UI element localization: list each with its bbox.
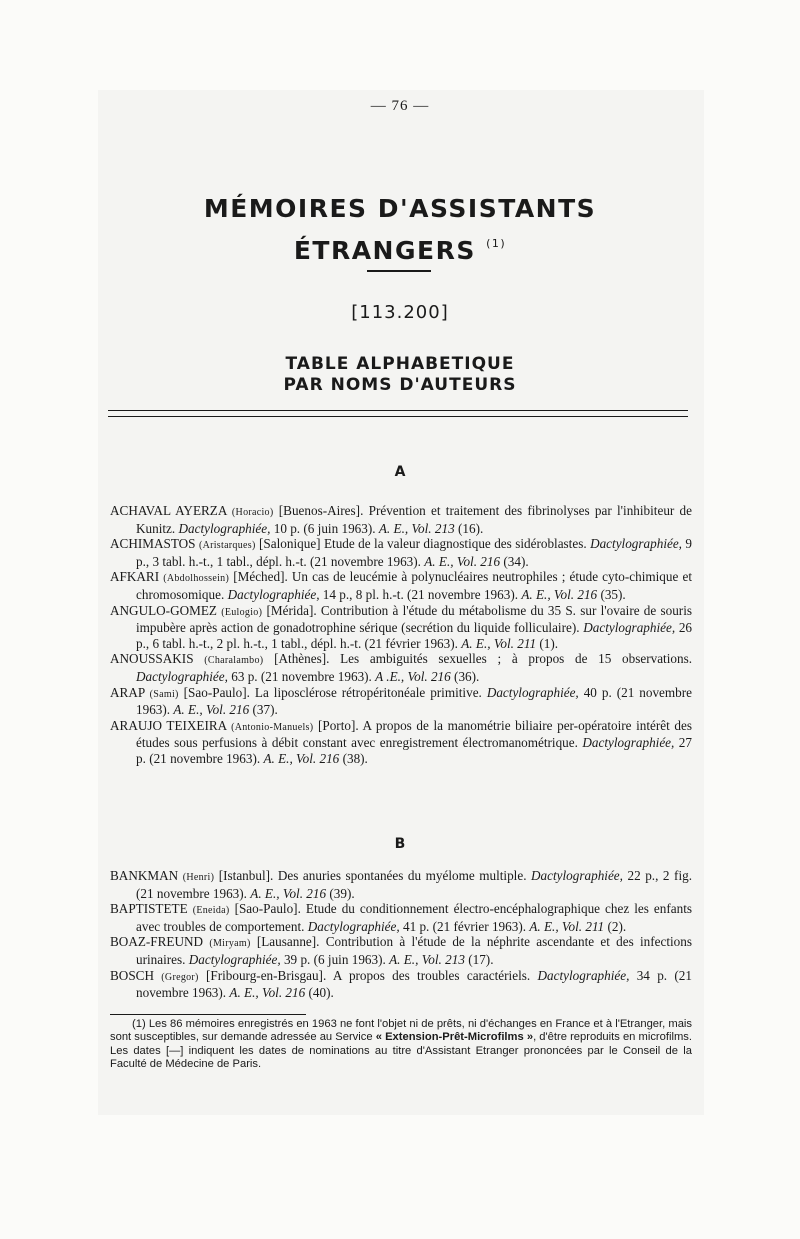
section-subtitle <box>0 354 800 396</box>
classification-code: [113.200] <box>351 302 449 323</box>
footnote-mark: (1) <box>486 237 507 250</box>
entry-format: Dactylographiée, <box>178 520 271 536</box>
entry-format: Dactylographiée, <box>136 668 228 684</box>
entry-number: (37). <box>249 702 278 718</box>
author-name: ARAP <box>110 684 145 700</box>
section-letter-a: A <box>394 464 406 480</box>
entry-details: 26 p., 6 tabl. h.-t., 2 pl. h.-t., 1 tabl., dépl. h.-t. (21 février 1963). <box>136 620 692 651</box>
entry-number: (17). <box>464 951 494 967</box>
list-item <box>110 569 692 602</box>
entry-volume: A. E., Vol. 211 <box>529 918 605 934</box>
entry-number: (35). <box>597 586 626 602</box>
entry-text: [Buenos-Aires]. Prévention et traitement des fibrinolyses par l'inhibiteur de Kunitz. <box>136 503 693 536</box>
entry-number: (2). <box>604 918 627 934</box>
entry-details: 41 p. (21 février 1963). <box>399 918 530 934</box>
list-item <box>110 503 692 536</box>
list-item <box>110 603 692 652</box>
entry-format: Dactylographiée, <box>583 620 676 636</box>
entry-details: 34 p. (21 novembre 1963). <box>136 967 692 1001</box>
entry-volume: A. E., Vol. 216 <box>263 750 340 766</box>
entry-number: (40). <box>305 985 334 1001</box>
entry-volume: A. E., Vol. 213 <box>378 520 455 536</box>
subtitle-line-1: TABLE ALPHABETIQUE <box>285 354 515 374</box>
entry-details: 40 p. (21 novembre 1963). <box>136 684 692 718</box>
author-name: BOSCH <box>110 967 154 983</box>
entry-format: Dactylographiée, <box>227 586 320 602</box>
entry-text: [Méched]. Un cas de leucémie à polynucléaires neutrophiles ; étude cyto-chimique et chromosomique. <box>136 569 692 602</box>
list-item <box>110 536 692 569</box>
section-letter-b: B <box>394 836 406 852</box>
entry-number: (36). <box>450 668 480 684</box>
title-divider <box>367 270 431 272</box>
author-name: BANKMAN <box>110 868 179 883</box>
entry-details: 9 p., 3 tabl. h.-t., 1 tabl., dépl. h.-t. (21 novembre 1963). <box>136 536 693 569</box>
entry-text: [Mérida]. Contribution à l'étude du métabolisme du 35 S. sur l'ovaire de souris impubère après action de gonadotrophine sérique (secrétion du liquide folliculaire). <box>136 602 692 636</box>
double-divider <box>108 410 688 417</box>
entry-number: (34). <box>500 553 529 569</box>
list-item <box>110 685 692 718</box>
footnote-service-name: « Extension-Prêt-Microfilms » <box>375 1031 534 1044</box>
footnote <box>110 1018 692 1072</box>
entry-details: 39 p. (6 juin 1963). <box>280 951 390 967</box>
entry-format: Dactylographiée, <box>531 868 623 883</box>
entry-details: 14 p., 8 pl. h.-t. (21 novembre 1963). <box>319 586 522 602</box>
list-item <box>110 968 692 1001</box>
author-first-name: (Gregor) <box>161 971 199 983</box>
entry-number: (39). <box>326 885 355 901</box>
page-title <box>0 191 800 268</box>
author-first-name: (Antonio-Manuels) <box>231 721 314 733</box>
author-name: BAPTISTETE <box>110 901 188 917</box>
entry-volume: A. E., Vol. 216 <box>424 553 501 569</box>
entry-volume: A. E., Vol. 216 <box>521 586 598 602</box>
entry-details: 27 p. (21 novembre 1963). <box>136 735 692 766</box>
entry-format: Dactylographiée, <box>486 684 579 700</box>
author-first-name: (Eneida) <box>192 905 230 917</box>
author-first-name: (Eulogio) <box>221 606 263 618</box>
author-first-name: (Henri) <box>182 872 215 883</box>
list-item <box>110 651 692 684</box>
entry-number: (16). <box>454 520 484 536</box>
author-name: ANGULO-GOMEZ <box>110 602 217 618</box>
entry-text: [Athènes]. Les ambiguités sexuelles ; à propos de 15 observations. <box>263 651 693 667</box>
subtitle-line-2: PAR NOMS D'AUTEURS <box>283 375 517 395</box>
title-line-2 <box>0 226 800 268</box>
entry-format: Dactylographiée, <box>537 967 630 983</box>
list-item <box>110 868 692 901</box>
title-line-2-text: ÉTRANGERS <box>293 236 476 265</box>
entry-format: Dactylographiée, <box>307 918 400 934</box>
entry-list-b <box>110 868 692 1001</box>
entry-volume: A. E., Vol. 211 <box>461 635 537 651</box>
entry-volume: A .E., Vol. 216 <box>375 668 451 684</box>
entry-details: 63 p. (21 novembre 1963). <box>227 668 376 684</box>
entry-text: [Sao-Paulo]. La liposclérose rétropéritonéale primitive. <box>178 684 487 700</box>
footnote-divider <box>110 1014 306 1015</box>
list-item <box>110 718 692 767</box>
author-first-name: (Aristarques) <box>198 540 256 552</box>
author-first-name: (Miryam) <box>209 938 251 950</box>
entry-volume: A. E., Vol. 216 <box>229 985 306 1001</box>
entry-format: Dactylographiée, <box>590 536 682 552</box>
title-line-1: MÉMOIRES D'ASSISTANTS <box>203 194 597 223</box>
entry-list-a <box>110 503 692 767</box>
author-first-name: (Sami) <box>149 688 179 700</box>
author-name: AFKARI <box>110 569 160 585</box>
entry-format: Dactylographiée, <box>188 951 281 967</box>
entry-format: Dactylographiée, <box>582 735 675 751</box>
author-first-name: (Abdolhossein) <box>163 573 230 585</box>
list-item <box>110 901 692 934</box>
page-number: — 76 — <box>370 98 430 114</box>
author-first-name: (Horacio) <box>231 507 274 518</box>
entry-text: [Salonique] Etude de la valeur diagnostique des sidéroblastes. <box>255 536 591 552</box>
entry-number: (38). <box>339 750 368 766</box>
footnote-text-1: (1) Les 86 mémoires enregistrés en 1963 ne font l'objet ni de prêts, ni d'échanges en France et à l'Etranger, mais sont susceptibles, sur demande adressée au Service <box>110 1018 692 1044</box>
author-first-name: (Charalambo) <box>204 655 264 667</box>
entry-text: [Lausanne]. Contribution à l'étude de la néphrite ascendante et des infections urinaires. <box>136 934 692 967</box>
entry-volume: A. E., Vol. 216 <box>173 702 250 718</box>
author-name: ARAUJO TEIXEIRA <box>110 717 227 733</box>
author-name: BOAZ-FREUND <box>110 934 204 950</box>
footnote-text-2: , d'être reproduits en microfilms. Les dates [—] indiquent les dates de nominations au titre d'Assistant Etranger prononcées par le Conseil de la Faculté de Médecine de Paris. <box>110 1031 692 1071</box>
entry-text: [Istanbul]. Des anuries spontanées du myélome multiple. <box>214 868 532 883</box>
entry-number: (1). <box>536 635 559 651</box>
entry-text: [Porto]. A propos de la manométrie biliaire per-opératoire intérêt des études sous perfusions à débit constant avec enregistrement électromanométrique. <box>136 717 692 751</box>
author-name: ACHIMASTOS <box>110 536 196 552</box>
entry-details: 10 p. (6 juin 1963). <box>270 520 379 536</box>
entry-volume: A. E., Vol. 213 <box>389 951 465 967</box>
entry-volume: A. E., Vol. 216 <box>250 885 327 901</box>
entry-text: [Sao-Paulo]. Etude du conditionnement électro-encéphalographique chez les enfants avec troubles de comportement. <box>136 901 693 934</box>
author-name: ANOUSSAKIS <box>110 651 194 667</box>
entry-text: [Fribourg-en-Brisgau]. A propos des troubles caractériels. <box>198 967 538 983</box>
list-item <box>110 934 692 967</box>
entry-details: 22 p., 2 fig. (21 novembre 1963). <box>136 868 693 901</box>
author-name: ACHAVAL AYERZA <box>110 503 227 518</box>
